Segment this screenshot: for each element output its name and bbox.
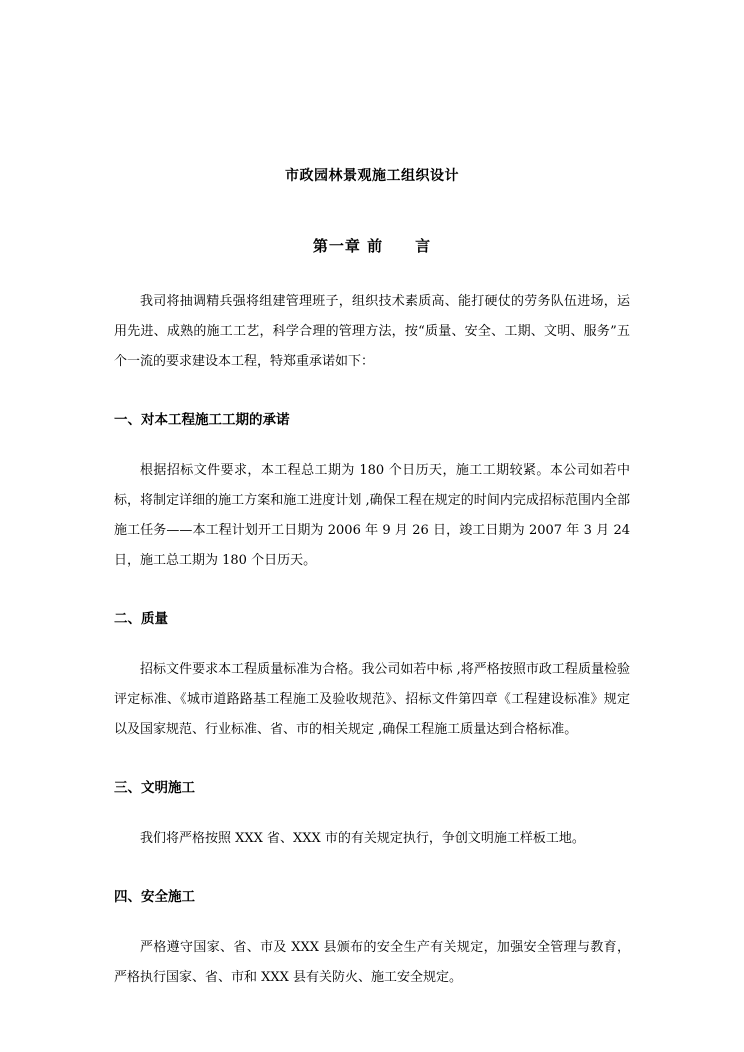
intro-paragraph: 我司将抽调精兵强将组建管理班子，组织技术素质高、能打硬仗的劳务队伍进场，运用先进、成熟的施工工艺，科学合理的管理方法，按“质量、安全、工期、文明、服务”五个一流的要求建设本工程，特郑重承诺如下： [114, 294, 630, 369]
document-title: 市政园林景观施工组织设计 [285, 168, 459, 184]
section-body-civilized-construction: 我们将严格按照 XXX 省、XXX 市的有关规定执行，争创文明施工样板工地。 [140, 831, 585, 846]
chapter-heading: 第一章 前 言 [312, 237, 432, 255]
section-body-schedule-commitment: 根据招标文件要求，本工程总工期为 180 个日历天，施工工期较紧。本公司如若中标，将制定详细的施工方案和施工进度计划 ,确保工程在规定的时间内完成招标范围内全部施工任务——本工程计划开工日期为 2006 年 9 月 26 日，竣工日期为 2007 年 3 月 24 日，施工总工期为 180 个日历天。 [114, 463, 630, 568]
section-heading-safe-construction: 四、安全施工 [114, 889, 195, 905]
section-body-safe-construction: 严格遵守国家、省、市及 XXX 县颁布的安全生产有关规定，加强安全管理与教育，严格执行国家、省、市和 XXX 县有关防火、施工安全规定。 [114, 940, 630, 985]
section-heading-schedule-commitment: 一、对本工程施工工期的承诺 [114, 412, 290, 428]
section-heading-civilized-construction: 三、文明施工 [114, 780, 195, 796]
section-heading-quality: 二、质量 [114, 611, 168, 627]
section-body-quality: 招标文件要求本工程质量标准为合格。我公司如若中标 ,将严格按照市政工程质量检验评定标准、《城市道路路基工程施工及验收规范》、招标文件第四章《工程建设标准》规定以及国家规范、行业标准、省、市的相关规定 ,确保工程施工质量达到合格标准。 [114, 662, 630, 737]
